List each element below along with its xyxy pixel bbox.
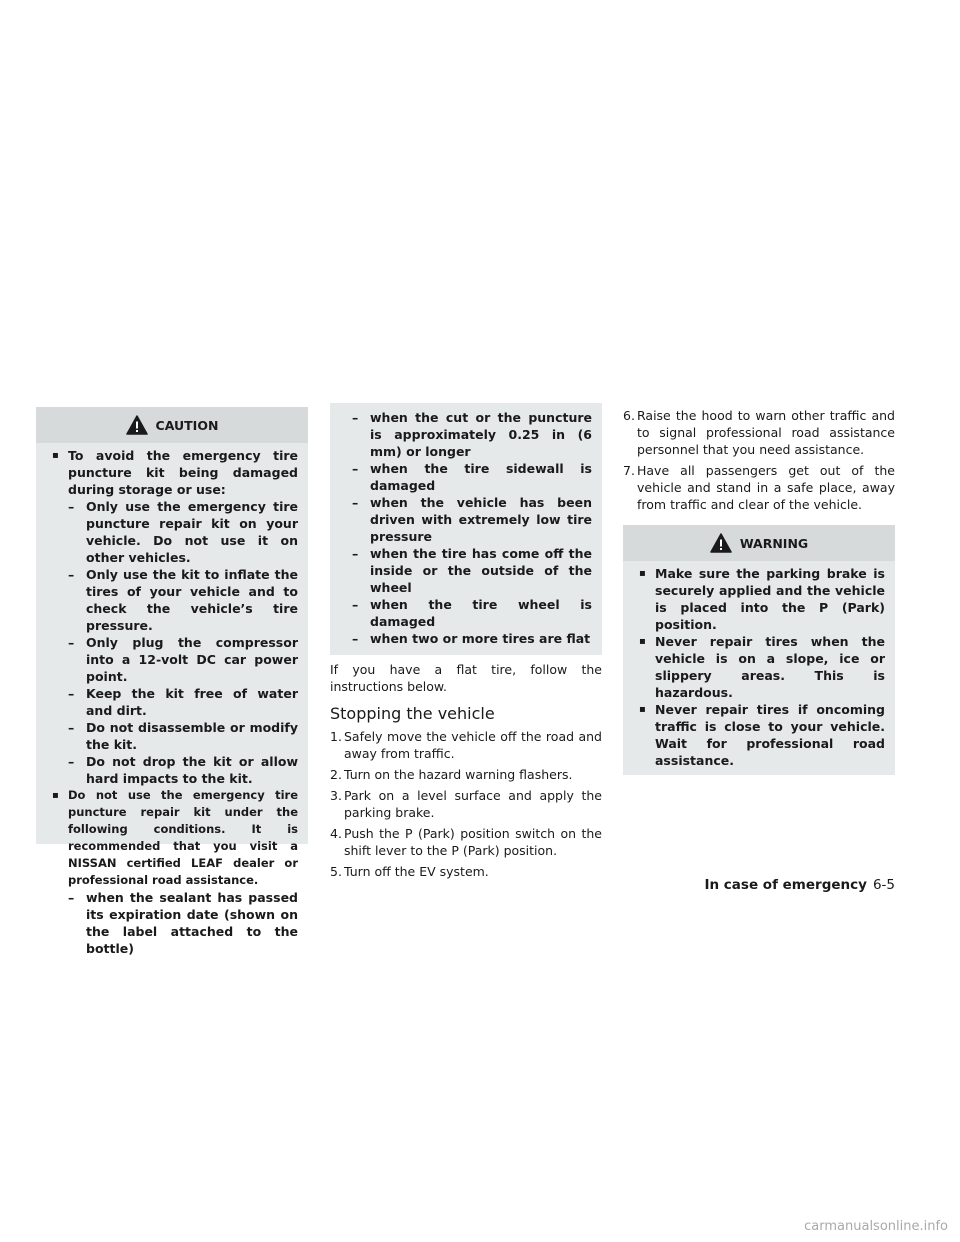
list-item: ▪ Make sure the parking brake is securely applied and the vehicle is placed into the P (Park) position.	[633, 565, 885, 633]
step: 5. Turn off the EV system.	[330, 864, 489, 879]
warning-triangle-icon	[710, 533, 732, 553]
warning-header	[623, 525, 895, 561]
right-column	[623, 407, 895, 775]
list-item: ▪ Never repair tires if oncoming traffic is close to your vehicle. Wait for professional road assistance.	[633, 701, 885, 769]
warning-triangle-icon	[126, 415, 148, 435]
page-footer	[700, 877, 895, 893]
list-item: – when the sealant has passed its expiration date (shown on the label attached to the bottle)	[68, 890, 298, 956]
caution-box-continued	[330, 403, 602, 655]
caution-bullet-conditions: ▪ Do not use the emergency tire puncture repair kit under the following conditions. It is recommended that you visit a NISSAN certified LEAF dealer or professional road assistance.	[46, 787, 298, 889]
step: 2. Turn on the hazard warning flashers.	[330, 767, 573, 782]
list-item: – when the tire wheel is damaged	[352, 597, 592, 629]
middle-column	[330, 403, 602, 884]
warning-title: WARNING	[739, 535, 809, 551]
list-item: – Only use the emergency tire puncture repair kit on your vehicle. Do not use it on other vehicles.	[68, 499, 298, 565]
step: 4. Push the P (Park) position switch on the shift lever to the P (Park) position.	[330, 826, 602, 858]
list-item: – Keep the kit free of water and dirt.	[68, 686, 298, 718]
warning-box	[623, 525, 895, 775]
list-item: – Do not disassemble or modify the kit.	[68, 720, 298, 752]
section-heading: Stopping the vehicle	[330, 704, 495, 723]
watermark: carmanualsonline.info	[804, 1219, 948, 1234]
step: 7. Have all passengers get out of the vehicle and stand in a safe place, away from traffic and clear of the vehicle.	[623, 463, 895, 512]
list-item: – Only use the kit to inflate the tires of your vehicle and to check the vehicle’s tire pressure.	[68, 567, 298, 633]
list-item: – Do not drop the kit or allow hard impacts to the kit.	[68, 754, 298, 786]
page-number: 6-5	[872, 877, 895, 893]
list-item: – Only plug the compressor into a 12-volt DC car power point.	[68, 635, 298, 684]
warning-body	[623, 561, 895, 775]
list-item: – when the cut or the puncture is approximately 0.25 in (6 mm) or longer	[352, 410, 592, 459]
intro-text: If you have a flat tire, follow the instructions below.	[330, 662, 602, 694]
list-item: ▪ Never repair tires when the vehicle is on a slope, ice or slippery areas. This is hazardous.	[633, 633, 885, 701]
step: 6. Raise the hood to warn other traffic and to signal professional road assistance personnel that you need assistance.	[623, 408, 895, 457]
list-item: – when the tire has come off the inside or the outside of the wheel	[352, 546, 592, 595]
caution-body	[36, 443, 308, 963]
list-item: – when the vehicle has been driven with extremely low tire pressure	[352, 495, 592, 544]
list-item: – when two or more tires are flat	[352, 631, 591, 646]
caution-box	[36, 407, 308, 956]
step: 1. Safely move the vehicle off the road and away from traffic.	[330, 729, 602, 761]
footer-section-title: In case of emergency	[704, 877, 867, 893]
step: 3. Park on a level surface and apply the parking brake.	[330, 788, 602, 820]
caution-bullet-storage: ▪ To avoid the emergency tire puncture kit being damaged during storage or use:	[46, 447, 298, 498]
caution-title: CAUTION	[155, 417, 219, 433]
caution-header	[36, 407, 308, 443]
list-item: – when the tire sidewall is damaged	[352, 461, 592, 493]
